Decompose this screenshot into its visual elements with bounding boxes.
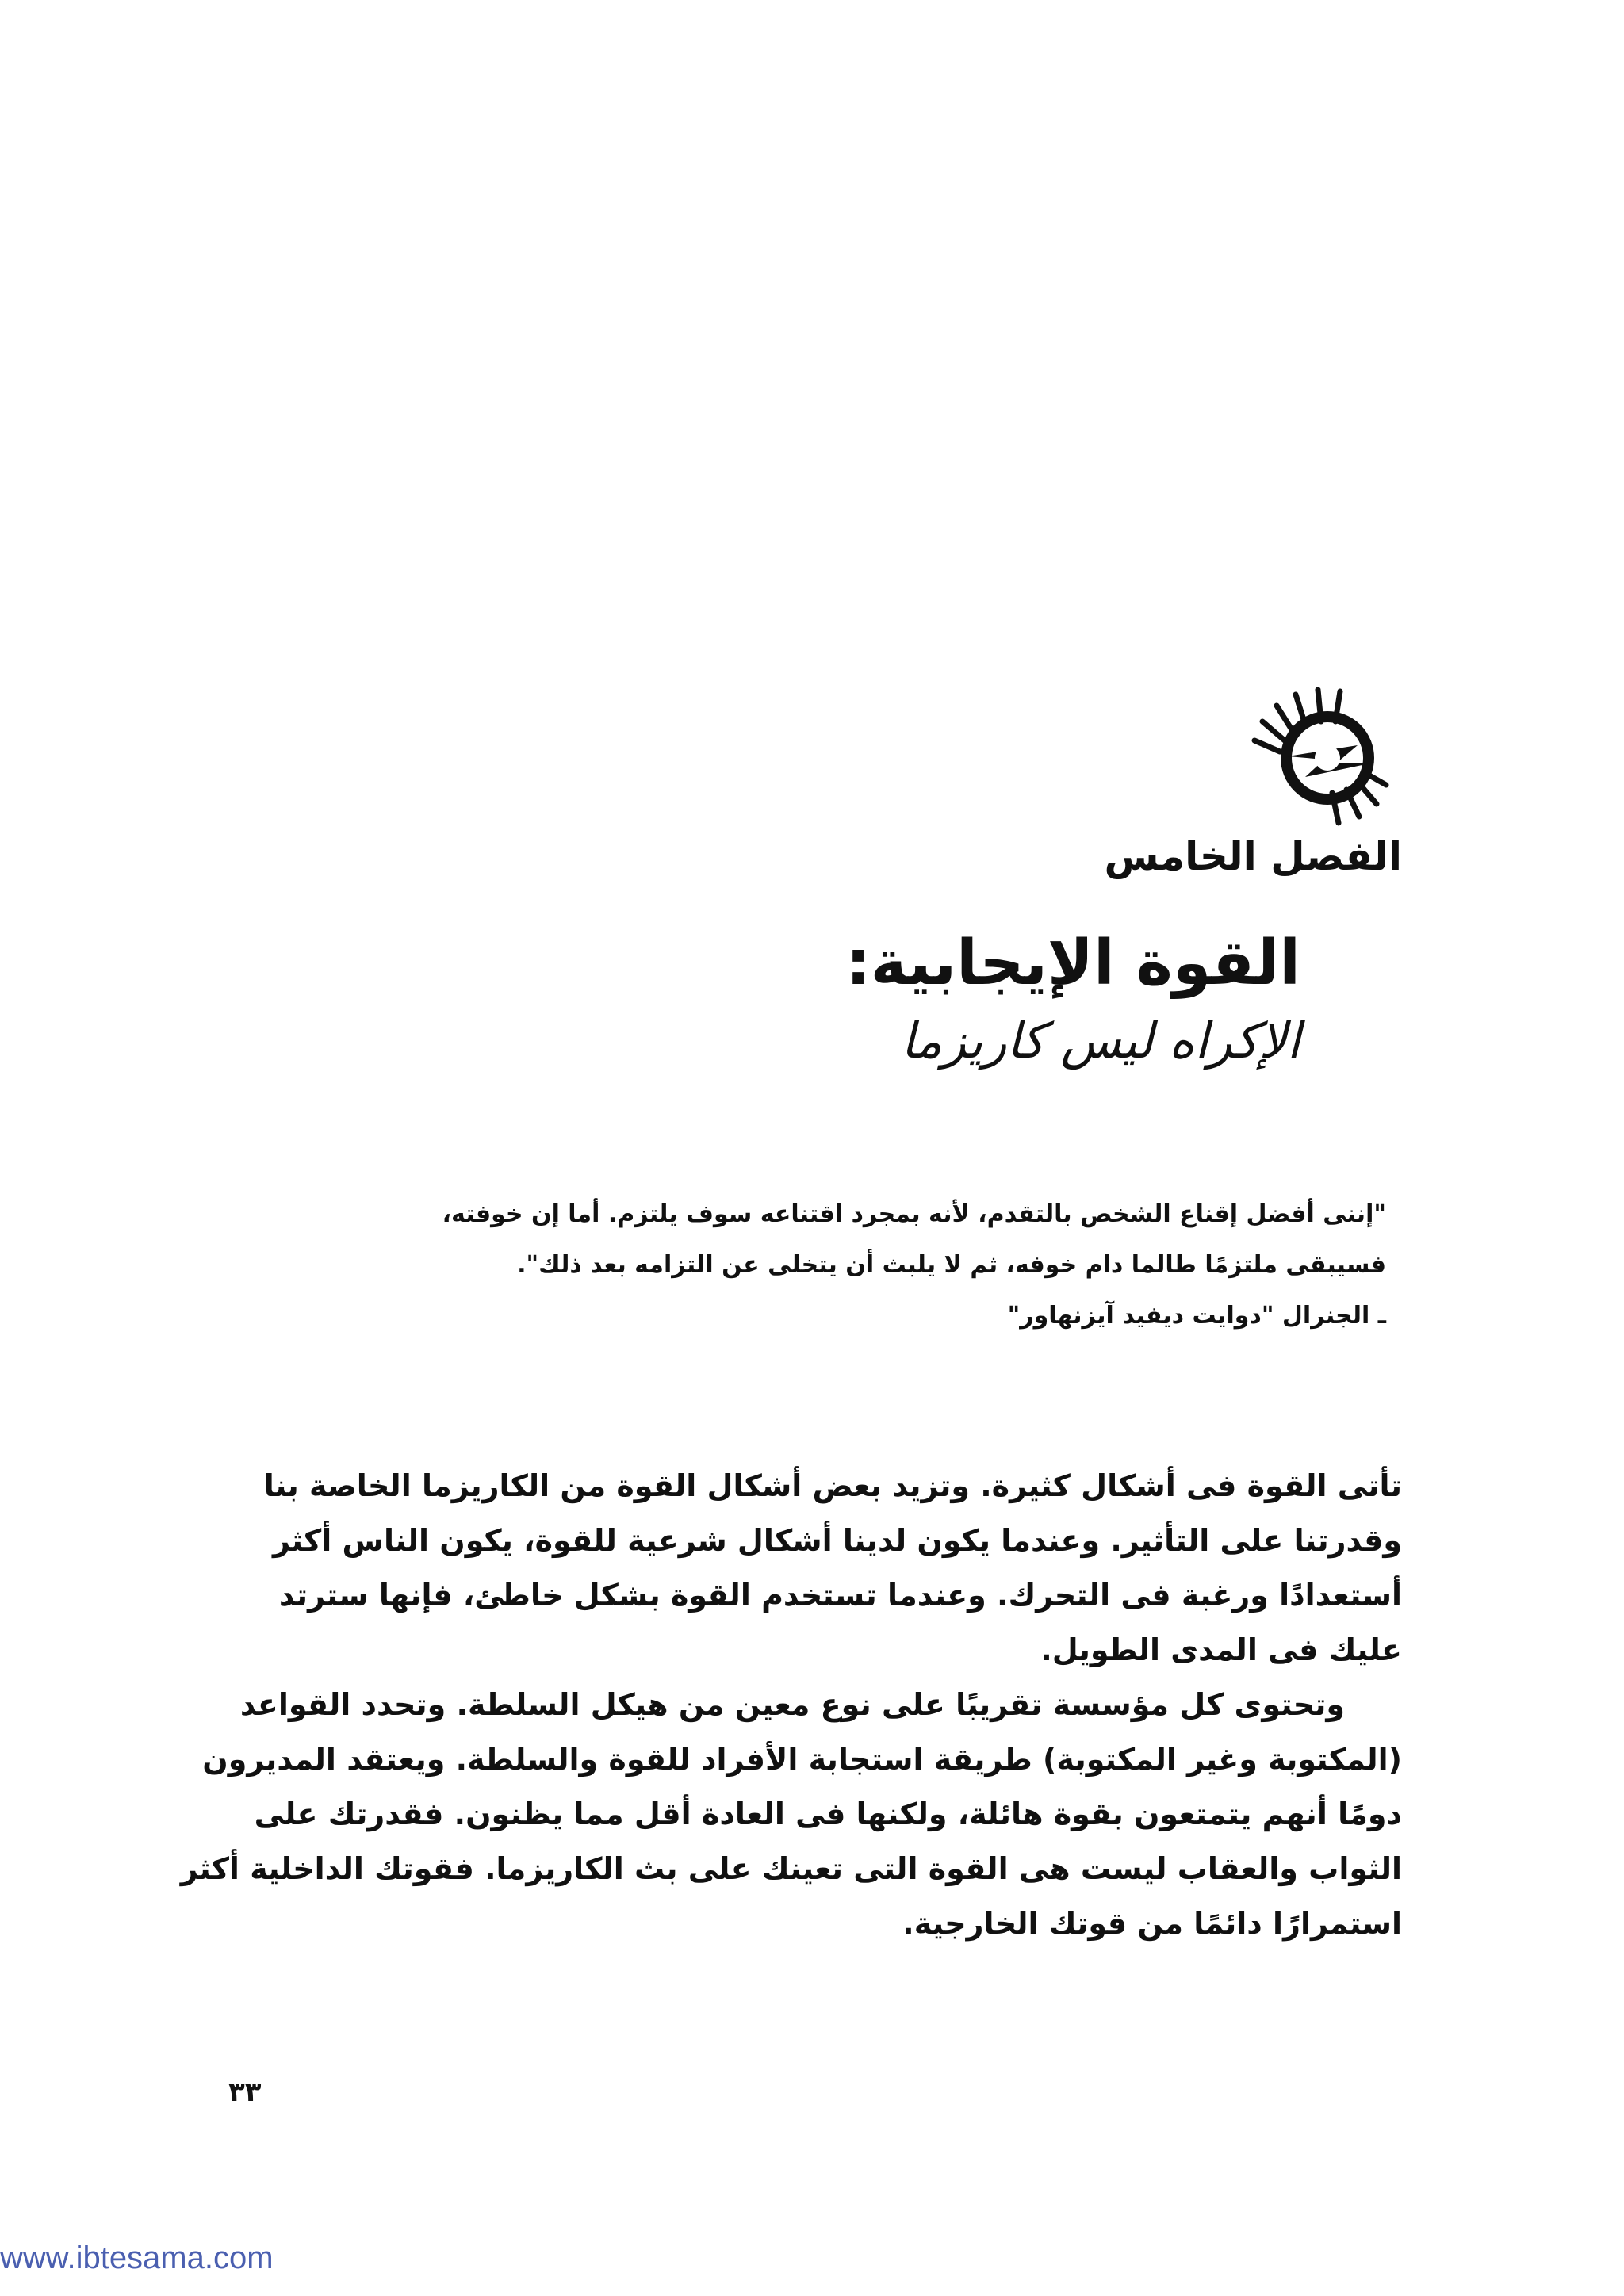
paragraph-line: وقدرتنا على التأثير. وعندما يكون لدينا أشكال شرعية للقوة، يكون الناس أكثر: [273, 1523, 1402, 1558]
paragraph-line: (المكتوبة وغير المكتوبة) طريقة استجابة الأفراد للقوة والسلطة. ويعتقد المديرون: [202, 1742, 1402, 1777]
chapter-subtitle: الإكراه ليس كاريزما: [901, 1012, 1300, 1070]
paragraph-line: عليك فى المدى الطويل.: [1040, 1632, 1402, 1667]
epigraph-line: "إننى أفضل إقناع الشخص بالتقدم، لأنه بمجرد اقتناعه سوف يلتزم. أما إن خوفته،: [442, 1200, 1386, 1228]
paragraph-line: أستعدادًا ورغبة فى التحرك. وعندما تستخدم القوة بشكل خاطئ، فإنها سترتد: [278, 1578, 1402, 1613]
paragraph-line: وتحتوى كل مؤسسة تقريبًا على نوع معين من هيكل السلطة. وتحدد القواعد: [239, 1687, 1345, 1722]
epigraph: [355, 1189, 1386, 1341]
paragraph-2: [180, 1678, 1402, 1951]
body-text: [180, 1459, 1402, 1951]
watermark-link[interactable]: www.ibtesama.com: [0, 2241, 274, 2275]
paragraph-line: تأتى القوة فى أشكال كثيرة. وتزيد بعض أشكال القوة من الكاريزما الخاصة بنا: [263, 1468, 1402, 1503]
page-number: ٣٣: [228, 2076, 262, 2108]
paragraph-line: دومًا أنهم يتمتعون بقوة هائلة، ولكنها فى العادة أقل مما يظنون. فقدرتك على: [254, 1797, 1402, 1831]
sunburst-emblem-icon: [1239, 674, 1405, 840]
paragraph-1: [213, 1459, 1402, 1678]
epigraph-line: فسيبقى ملتزمًا طالما دام خوفه، ثم لا يلبث أن يتخلى عن التزامه بعد ذلك".: [517, 1251, 1386, 1279]
epigraph-attribution: ـ الجنرال "دوايت ديفيد آيزنهاور": [1007, 1302, 1386, 1330]
paragraph-line: استمرارًا دائمًا من قوتك الخارجية.: [902, 1906, 1402, 1941]
chapter-label: الفصل الخامس: [1104, 833, 1402, 879]
paragraph-line: الثواب والعقاب ليست هى القوة التى تعينك على بث الكاريزما. فقوتك الداخلية أكثر: [180, 1851, 1402, 1886]
chapter-title: القوة الإيجابية:: [845, 928, 1300, 999]
